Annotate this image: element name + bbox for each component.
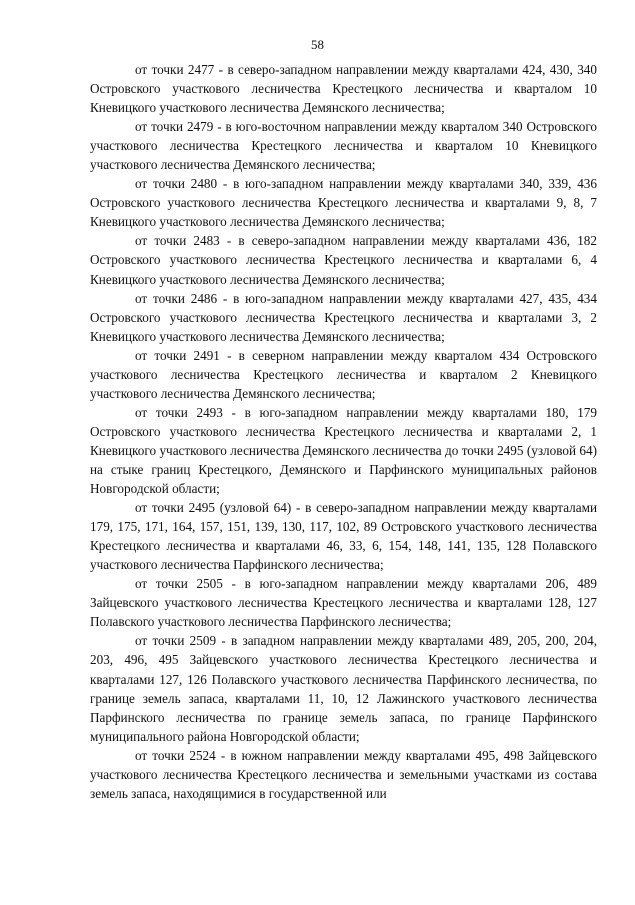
page-number: 58: [311, 37, 324, 52]
paragraph-point-2486: от точки 2486 - в юго-западном направлении между кварталами 427, 435, 434 Островского участкового лесничества Крестецкого лесничества и кварталами 3, 2 Кневицкого участкового лесничества Демянского лесничества;: [90, 290, 597, 344]
paragraph-point-2491: от точки 2491 - в северном направлении между кварталом 434 Островского участкового лесничества Крестецкого лесничества и кварталом 2 Кневицкого участкового лесничества Демянского лесничества;: [90, 347, 597, 401]
paragraph-point-2509: от точки 2509 - в западном направлении между кварталами 489, 205, 200, 204, 203, 496, 495 Зайцевского участкового лесничества Крестецкого лесничества и кварталами 127, 126 Полавского участкового лесничества Парфинского лесничества, по границе земель запаса, кварталами 11, 10, 12 Лажинского участкового лесничества Парфинского лесничества по границе земель запаса, по границе Парфинского муниципального района Новгородской области;: [90, 633, 597, 744]
paragraph-point-2524: от точки 2524 - в южном направлении между кварталами 495, 498 Зайцевского участкового лесничества Крестецкого лесничества и земельными участками из состава земель запаса, находящимися в государственной или: [90, 747, 597, 801]
paragraph-point-2483: от точки 2483 - в северо-западном направлении между кварталами 436, 182 Островского участкового лесничества Крестецкого лесничества и кварталами 6, 4 Кневицкого участкового лесничества Демянского лесничества;: [90, 233, 597, 287]
paragraph-point-2479: от точки 2479 - в юго-восточном направлении между кварталом 340 Островского участкового лесничества Крестецкого лесничества и кварталом 10 Кневицкого участкового лесничества Демянского лесничества;: [90, 119, 597, 173]
paragraph-point-2480: от точки 2480 - в юго-западном направлении между кварталами 340, 339, 436 Островского участкового лесничества Крестецкого лесничества и кварталами 9, 8, 7 Кневицкого участкового лесничества Демянского лесничества;: [90, 176, 597, 230]
paragraph-point-2493: от точки 2493 - в юго-западном направлении между кварталами 180, 179 Островского участкового лесничества Крестецкого лесничества и кварталами 2, 1 Кневицкого участкового лесничества Демянского лесничества до точки 2495 (узловой 64) на стыке границ Крестецкого, Демянского и Парфинского муниципальных районов Новгородской области;: [90, 404, 597, 497]
paragraph-point-2477: от точки 2477 - в северо-западном направлении между кварталами 424, 430, 340 Островского участкового лесничества Крестецкого лесничества и кварталом 10 Кневицкого участкового лесничества Демянского лесничества;: [90, 62, 597, 116]
paragraph-point-2505: от точки 2505 - в юго-западном направлении между кварталами 206, 489 Зайцевского участкового лесничества Крестецкого лесничества и кварталами 128, 127 Полавского участкового лесничества Парфинского лесничества;: [90, 576, 597, 630]
paragraph-point-2495: от точки 2495 (узловой 64) - в северо-западном направлении между кварталами 179, 175, 171, 164, 157, 151, 139, 130, 117, 102, 89 Островского участкового лесничества Крестецкого лесничества и кварталами 46, 33, 6, 154, 148, 141, 135, 128 Полавского участкового лесничества Парфинского лесничества;: [90, 500, 597, 573]
document-body: [90, 60, 597, 803]
